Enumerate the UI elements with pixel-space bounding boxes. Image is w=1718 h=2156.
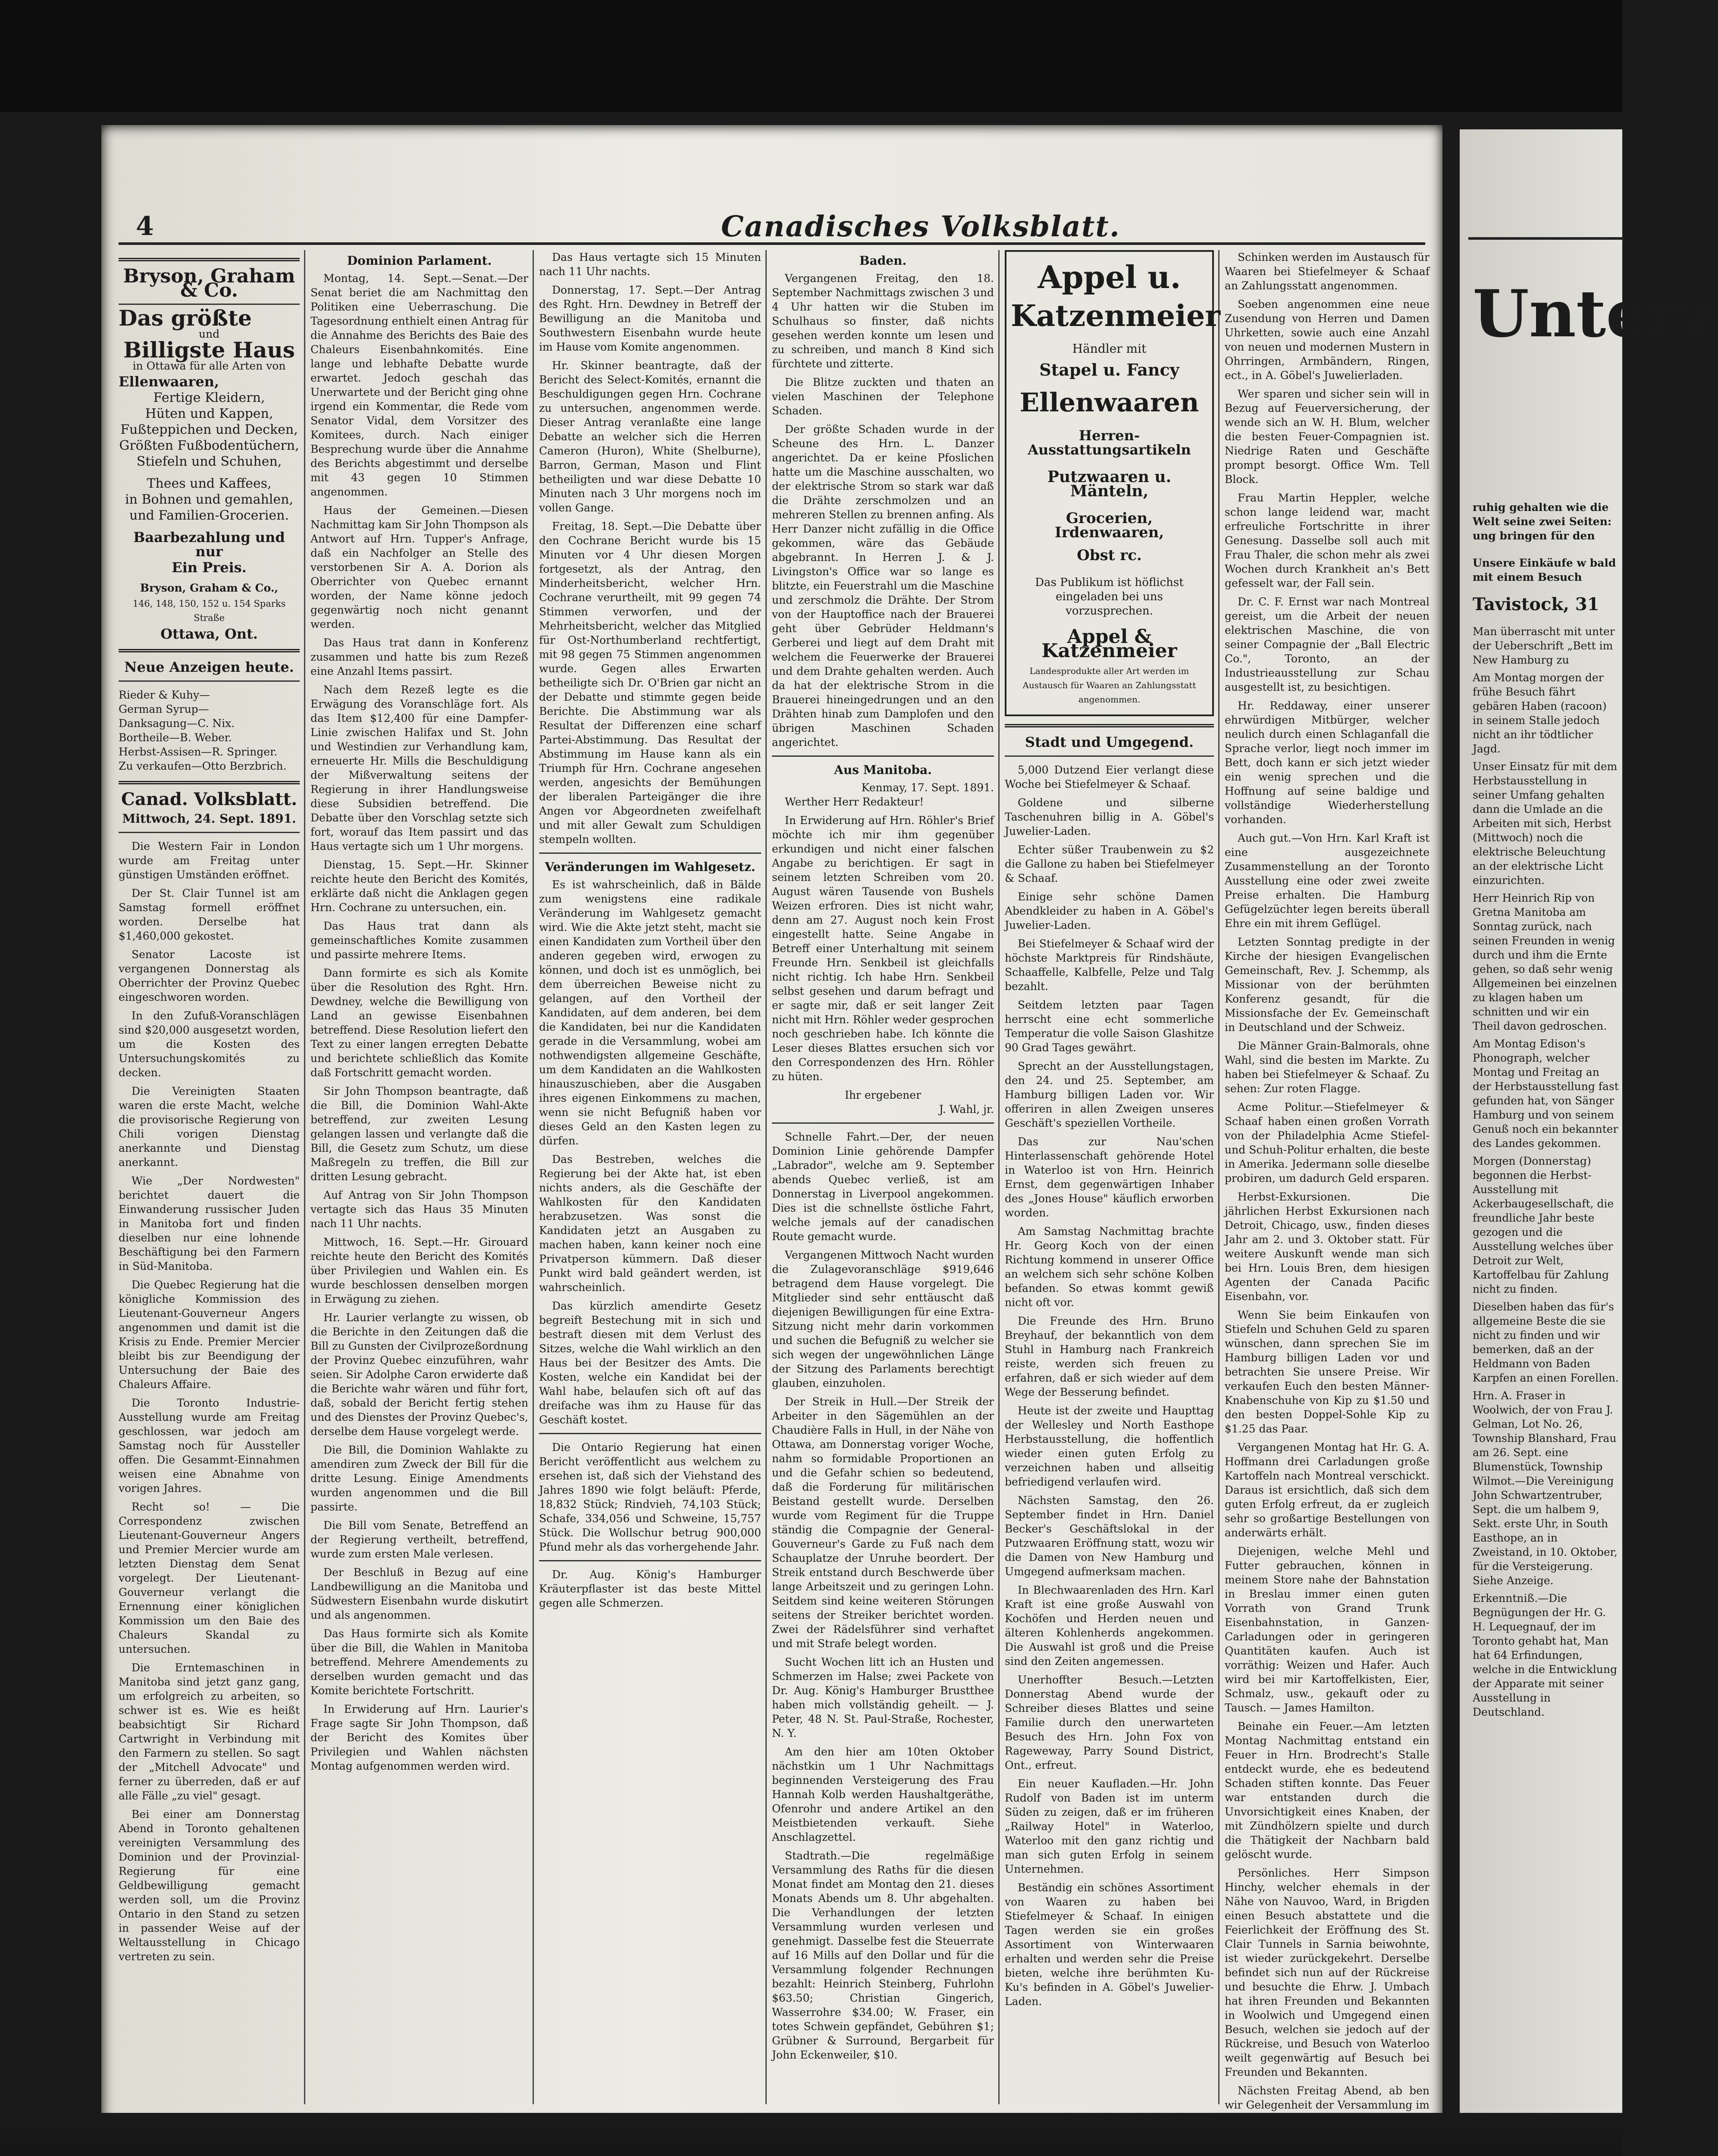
list-item: Zu verkaufen—Otto Berzbrich. — [119, 760, 287, 772]
ad-text: Putzwaaren u. Mänteln, — [1047, 468, 1172, 500]
ad-text: Größten Fußbodentüchern, — [119, 438, 299, 453]
news-item: Die Erntemaschinen in Manitoba sind jetzt ganz gang, um erfolgreich zu arbeiten, so schwer ist es. Wie es heißt beabsichtigt Sir Richard Cartwright in Verbindung mit den Farmern zu stellen. So sagt der „Mitchell Advocate" und ferner zu überreden, daß er auf alle Fälle „zu viel" gesagt. — [119, 1661, 300, 1802]
divider — [539, 1560, 761, 1561]
news-item: Wie „Der Nordwesten" berichtet dauert die Einwanderung russischer Juden in Manitoba fort und finden dieselben nur eine lohnende Beschäftigung bei den Farmern in Süd-Manitoba. — [119, 1175, 300, 1272]
column-1 — [119, 250, 300, 2104]
ad-text: Grocerien, Irdenwaaren, — [1054, 510, 1164, 541]
ad-text: Stapel u. Fancy — [1039, 360, 1179, 379]
ad-text: Bryson, Graham & Co., — [140, 582, 279, 594]
local-item: Hr. Reddaway, einer unserer ehrwürdigen Mitbürger, welcher neulich durch einen Schlaganfall die Sprache verlor, liegt noch immer im Bett, doch kann er sich jetzt wieder ein wenig sprechen und die Hoffnung auf seine baldige und vollständige Wiederherstellung vorhanden. — [1225, 699, 1430, 826]
adjacent-text: Am Montag morgen der frühe Besuch fährt gebären Haben (racoon) in seinem Stalle jedoch nicht an ihr tödtlicher Jagd. — [1473, 671, 1607, 755]
article-paragraph: Hr. Laurier verlangte zu wissen, ob die Berichte in den Zeitungen daß die Bill zu Gunsten der Civilprozeßordnung der Provinz Quebec einzuführen, wahr seien. Sir Adolphe Caron erwiderte daß die Berichte wahr wären und führ fort, daß, sobald der Bericht fertig stehen und des Dienstes der Provinz Quebec's, derselbe dem Hause vorgelegt werde. — [310, 1311, 528, 1438]
masthead-rule — [119, 242, 1425, 245]
article-paragraph: Das kürzlich amendirte Gesetz begreift Bestechung mit in sich und bestraft diesen mit dem Verlust des Sitzes, welche die Wahl wirklich an den Haus bei der Besitzer des Amts. Die Kosten, welche ein Kandidat bei der Wahl habe, belaufen sich oft auf das dreifache was ihm zu Hause für das Geschäft kostet. — [539, 1300, 761, 1426]
page-number: 4 — [136, 211, 154, 241]
ad-headline: Billigste Haus — [123, 337, 295, 363]
adjacent-text: Unser Einsatz für mit dem Herbstausstellung in seiner Umfang gehalten dann die Umlade an die Arbeiten mit sich, Herbst (Mittwoch) noch die elektrische Beleuchtung an der elektrische Licht einzurichten. — [1473, 760, 1618, 887]
local-item: Auch gut.—Von Hrn. Karl Kraft ist eine ausgezeichnete Zusammenstellung an der Toronto Ausstellung eine oder zwei zweite Preise erhalten. Die Hamburg Gefügelzüchter legen bereits überall Ehre ein mit ihrem Geflügel. — [1225, 832, 1430, 930]
local-item: Am Samstag Nachmittag brachte Hr. Georg Koch von der einen Richtung kommend in unserer Office an welchem sich sehr schöne Kolben befanden. So etwas kommt gewiß nicht oft vor. — [1005, 1225, 1214, 1309]
news-item: In den Zufuß-Voranschlägen sind $20,000 ausgesetzt worden, um die Kosten des Untersuchungskomités zu decken. — [119, 1009, 300, 1079]
list-item: Danksagung—C. Nix. — [119, 717, 235, 730]
divider — [539, 1433, 761, 1434]
adjacent-text: Erkenntniß.—Die Begnügungen der Hr. G. H. Lequegnauf, der im Toronto gehabt hat, Man hat 64 Erfindungen, welche in die Entwicklung der Apparate mit seiner Ausstellung in Deutschland. — [1473, 1592, 1617, 1718]
article-paragraph: In Erwiderung auf Hrn. Röhler's Brief möchte ich mir ihm gegenüber erkundigen und nicht einer falschen Angabe zu berichtigen. Er sagt in seinem letzten Schreiben vom 20. August wären Tausende von Bushels Weizen erfroren. Dies ist nicht wahr, denn am 27. August noch kein Frost eingestellt hatte. Seine Angabe in Betreff einer Unterhaltung mit seinem Freunde Hrn. Senkbeil ist gleichfalls nicht richtig. Ich habe Hrn. Senkbeil selbst gesehen und darum befragt und er sagte mir, daß er seit langer Zeit nicht mit Hrn. Röhler weder gesprochen noch geschrieben habe. Ich könnte die Leser dieses Blattes ersuchen sich vor den Correspondenzen des Hrn. Röhler zu hüten. — [772, 814, 994, 1083]
article-paragraph: Der Streik in Hull.—Der Streik der Arbeiter in den Sägemühlen an der Chaudière Falls in Hull, in der Nähe von Ottawa, am Donnerstag voriger Woche, nahm so formidable Proportionen an und die Gefahr schien so bedeutend, daß die Forderung für militärischen Beistand gestellt wurde. Derselben wurde vom Regiment für die Truppe ständig die Compagnie der General-Gouverneur's Garde zu Fuß nach dem Schauplatze der Unruhe beordert. Der Streik entstand durch Beschwerde über lange Arbeitszeit und zu geringen Lohn. Seitdem sind keine weiteren Störungen seitens der Streiker berichtet worden. Zwei der Rädelsführer sind verhaftet und mit Strafe belegt worden. — [772, 1395, 994, 1650]
article-paragraph: Schnelle Fahrt.—Der, der neuen Dominion Linie gehörende Dampfer „Labrador", welche am 9. September abends Quebec verließ, ist am Donnerstag in Liverpool angekommen. Dies ist die schnellste östliche Fahrt, welche jemals auf der canadischen Route gemacht wurde. — [772, 1131, 994, 1243]
divider — [772, 1122, 994, 1124]
local-item: Soeben angenommen eine neue Zusendung von Herren und Damen Uhrketten, sowie auch eine Anzahl von neuen und modernen Mustern in Ohrringen, Armbändern, Ringen, ect., in A. Göbel's Juwelierladen. — [1225, 298, 1430, 382]
ad-text: und — [198, 328, 220, 340]
local-item: Frau Martin Heppler, welche schon lange leidend war, macht erfreuliche Fortschritte in ihrer Genesung. Dasselbe soll auch mit Frau Thaler, die schon mehr als zwei Wochen durch Krankheit an's Bett gefesselt war, der Fall sein. — [1225, 492, 1430, 589]
article-paragraph: Dann formirte es sich als Komite über die Resolution des Rght. Hrn. Dewdney, welche die Bewilligung von Land an gewisse Eisenbahnen betreffend. Diese Resolution liefert den Text zu einer langen erregten Debatte und berichtete schließlich das Komite daß Fortschritt gemacht worden. — [310, 967, 528, 1079]
signoff: Ihr ergebener — [844, 1089, 922, 1101]
section-heading: Baden. — [859, 254, 907, 268]
article-paragraph: Haus der Gemeinen.—Diesen Nachmittag kam Sir John Thompson als Antwort auf Hrn. Tupper's Anfrage, daß ein Nachfolger an Stelle des verstorbenen Sir A. A. Dorion als Oberrichter von Quebec ernannt worden, der Name könne jedoch gegenwärtig noch nicht genannt werden. — [310, 504, 528, 630]
newspaper-page — [101, 125, 1442, 2126]
column-6 — [1225, 250, 1430, 2111]
news-item: Bei einer am Donnerstag Abend in Toronto gehaltenen vereinigten Versammlung des Dominion und der Provinzial-Regierung für eine Geldbewilligung gemacht werden soll, um die Provinz Ontario in den Stand zu setzen in passender Weise auf der Weltausstellung in Chicago vertreten zu sein. — [119, 1808, 300, 1963]
local-item: Unerhoffter Besuch.—Letzten Donnerstag Abend wurde der Schreiber dieses Blattes und seine Familie durch den unerwarteten Besuch des Hrn. John Fox von Rageweway, Parry Sound District, Ont., erfreut. — [1005, 1673, 1214, 1771]
local-item: Das zur Nau'schen Hinterlassenschaft gehörende Hotel in Waterloo ist von Hrn. Heinrich Ernst, dem gegenwärtigen Inhaber des „Jones House" käuflich erworben worden. — [1005, 1135, 1214, 1219]
article-paragraph: Sucht Wochen litt ich an Husten und Schmerzen im Halse; zwei Packete von Dr. Aug. König's Hamburger Brustthee haben mich vollständig geheilt. — J. Peter, 48 N. St. Paul-Straße, Rochester, N. Y. — [772, 1656, 994, 1739]
ad-headline: Das größte — [119, 305, 252, 331]
local-item: Wenn Sie beim Einkaufen von Stiefeln und Schuhen Geld zu sparen wünschen, dann sprechen Sie im Hamburg billigen Laden vor und betrachten Sie unsere Preise. Wir verkaufen Euch den besten Männer-Knabenschuhe von Kip zu $1.50 und den besten Doppel-Sohle Kip zu $1.25 das Paar. — [1225, 1309, 1430, 1435]
adjacent-text: Man überrascht mit unter der Ueberschrift „Bett im New Hamburg zu — [1473, 625, 1615, 666]
adjacent-text: Morgen (Donnerstag) begonnen die Herbst-Ausstellung mit Ackerbaugesellschaft, die freundliche Jahr beste gezogen und die Ausstellung welches über Detroit zur Welt, Kartoffelbau für Zahlung nicht zu finden. — [1473, 1155, 1614, 1295]
local-item: Vergangenen Montag hat Hr. G. A. Hoffmann drei Carladungen große Kartoffeln nach Montreal verschickt. Daraus ist ersichtlich, daß sich dem guten Erfolg erfreut, da er zugleich sehr so großartige Bestellungen von anderwärts erhält. — [1225, 1441, 1430, 1539]
column-rule — [533, 250, 534, 2104]
column-5 — [1005, 250, 1221, 2104]
ad-text: Landesprodukte aller Art werden im Austausch für Waaren an Zahlungsstatt angenommen. — [1022, 666, 1196, 705]
ad-box — [1005, 250, 1221, 716]
article-paragraph: Stadtrath.—Die regelmäßige Versammlung des Raths für die diesen Monat findet am Montag den 21. dieses Monats Abends um 8. Uhr abgehalten. Die Verhandlungen der letzten Versammlung wurden verlesen und genehmigt. Dasselbe fest die Steuerrate auf 16 Mills auf den Dollar und für die Versammlung folgender Rechnungen bezahlt: Heinrich Steinberg, Fuhrlohn $63.50; Christian Gingerich, Wasserrohre $34.00; W. Fraser, ein totes Schwein gepfändet, Gebühren $1; Grübner & Surround, Bergarbeit für John Eckenweiler, $10. — [772, 1849, 994, 2061]
ad-text: und Familien-Grocerien. — [129, 508, 289, 523]
divider — [1005, 755, 1214, 757]
article-paragraph: Nach dem Rezeß legte es die Erwägung des Voranschläge fort. Als das Item $12,400 für eine Dampfer-Linie zwischen Halifax und St. John und Westindien zur Verhandlung kam, erneuerte Hr. Mills die Beschuldigung der Mißverwaltung seitens der Regierung in ihrer Handlungsweise diese Subsidien betreffend. Die Debatte über den Vorschlag setzte sich fort, worauf das Item passirt und das Haus vertagte sich um 1 Uhr morgens. — [310, 683, 528, 852]
news-item: Die Quebec Regierung hat die königliche Kommission des Lieutenant-Gouverneur Angers angenommen und damit ist die Krisis zu Ende. Premier Mercier bleibt bis zur Beendigung der Untersuchung der Baie des Chaleurs Affaire. — [119, 1279, 300, 1391]
article-paragraph: Die Bill vom Senate, Betreffend an der Regierung vertheilt, betreffend, wurde zum ersten Male verlesen. — [310, 1519, 528, 1560]
local-item: Seitdem letzten paar Tagen herrscht eine echt sommerliche Temperatur die volle Saison Glashitze 90 Grad Tages gewährt. — [1005, 999, 1214, 1054]
article-paragraph: Der Beschluß in Bezug auf eine Landbewilligung an die Manitoba und Südwestern Eisenbahn wurde diskutirt und als angenommen. — [310, 1566, 528, 1621]
local-item: Diejenigen, welche Mehl und Futter gebrauchen, können in meinem Store nahe der Bahnstation in Breslau immer einen guten Vorrath von Grand Trunk Eisenbahnstation, in Ganzen-Carladungen oder in geringeren Quantitäten kaufen. Auch ist vorräthig: Weizen und Hafer. Auch wird bei mir Kartoffelkisten, Eier, Schmalz, usw., gekauft oder zu Tausch. — James Hamilton. — [1225, 1545, 1430, 1714]
article-paragraph: Hr. Skinner beantragte, daß der Bericht des Select-Komités, ernannt die Beschuldigungen gegen Hrn. Cochrane zu untersuchen, angenommen werde. Dieser Antrag veranlaßte eine lange Debatte an welcher sich die Herren Cameron (Huron), White (Shelburne), Barron, German, Mason und Flint betheiligten und war diese Debatte 10 Minuten nach 3 Uhr morgens noch im vollen Gange. — [539, 359, 761, 514]
adjacent-text: Herr Heinrich Rip von Gretna Manitoba am Sonntag zurück, nach seinen Freunden in wenig durch und ihm die Ernte gehen, so daß sehr wenig Allgemeinen bei einzelnen zu klagen haben um schnitten und wir ein Theil davon gedroschen. — [1473, 892, 1617, 1032]
scan-border-top — [0, 0, 1622, 112]
divider — [119, 649, 300, 652]
local-item: Herbst-Exkursionen. Die jährlichen Herbst Exkursionen nach Detroit, Chicago, usw., finden dieses Jahr am 2. und 3. Oktober statt. Für weitere Auskunft wende man sich bei Hrn. Louis Bren, dem hiesigen Agenten der Canada Pacific Eisenbahn, vor. — [1225, 1191, 1430, 1303]
column-rule — [765, 250, 767, 2104]
local-item: Beständig ein schönes Assortiment von Waaren zu haben bei Stiefelmeyer & Schaaf. In einigen Tagen werden sie ein großes Assortiment von Winterwaaren erhalten und werden sehr die Preise bieten, welche ihre berühmten Ku-Ku's befinden in A. Göbel's Juwelier-Laden. — [1005, 1881, 1214, 2008]
article-paragraph: Vergangenen Mittwoch Nacht wurden die Zulagevoranschläge $919,646 betragend dem Hause vorgelegt. Die Mitglieder sind sehr enttäuscht daß diejenigen Bewilligungen für eine Extra-Sitzung nicht mehr darin vorkommen und suchen die Befugniß zu welcher sie sich wegen der ungewöhnlichen Länge der Sitzung des Parlaments berechtigt glauben, einzuholen. — [772, 1249, 994, 1389]
divider — [119, 680, 300, 682]
local-item: Letzten Sonntag predigte in der Kirche der hiesigen Evangelischen Gemeinschaft, Rev. J. Schemmp, als Missionar von der berühmten Konferenz gesandt, für die Missionsfache der Ev. Gemeinschaft in Deutschland und der Schweiz. — [1225, 936, 1430, 1034]
local-item: Nächsten Samstag, den 26. September findet in Hrn. Daniel Becker's Geschäftslokal in der Putzwaaren Eröffnung statt, wozu wir die Damen von New Hamburg und Umgegend aufmerksam machen. — [1005, 1494, 1214, 1578]
ad-firm-name: Bryson, Graham & Co. — [123, 265, 295, 301]
local-item: Einige sehr schöne Damen Abendkleider zu haben in A. Göbel's Juwelier-Laden. — [1005, 890, 1214, 931]
article-paragraph: Das Haus trat dann als gemeinschaftliches Komite zusammen und passirte mehrere Items. — [310, 920, 528, 961]
article-paragraph: Vergangenen Freitag, den 18. September Nachmittags zwischen 3 und 4 Uhr hatten wir die Stuben im Schulhaus so finster, daß nichts gesehen werden konnte um lesen und zu schreiben, und manch 8 Kind sich fürchtete und zitterte. — [772, 272, 994, 370]
section-heading: Dominion Parlament. — [347, 254, 492, 268]
local-item: 5,000 Dutzend Eier verlangt diese Woche bei Stiefelmeyer & Schaaf. — [1005, 764, 1214, 790]
column-4 — [772, 250, 994, 2104]
article-paragraph: Sir John Thompson beantragte, daß die Bill, die Dominion Wahl-Akte betreffend, zur zweiten Lesung gelangen lassen und verlangte daß die Bill, die Gesetz zum Schutz, um diese Maßregeln zu treffen, die Bill zur dritten Lesung gebracht. — [310, 1085, 528, 1183]
local-item: Die Freunde des Hrn. Bruno Breyhauf, der bekanntlich von dem Stuhl in Hamburg nach Frankreich reiste, werden sich freuen zu erfahren, daß er sich wieder auf dem Wege der Besserung befindet. — [1005, 1315, 1214, 1398]
article-paragraph: Der größte Schaden wurde in der Scheune des Hrn. L. Danzer angerichtet. Da er keine Pfoslichen hatte um die Maschine ausschalten, wo der elektrische Strom so stark war daß die Drähte zerschmolzen und an mehreren Stellen zu brennen anfing. Als Herr Danzer nicht zufällig in die Office gekommen, wäre das Gebäude abgebrannt. In Herren J. & J. Livingston's Office war so lange es blitzte, ein Feuerstrahl um die Maschine und zerschmolz die Drähte. Der Strom von der Hauptoffice nach der Brauerei geht über Gebrüder Heldmann's Gerberei und liegt auf dem Draht mit welchem die Feuerwerke der Brauerei und dem Drahte gehalten werden. Auch da hat der elektrische Strom in die Brauerei hineingedrungen und an den Drähten hinab zum Damplofen und den übrigen Maschinen Schaden angerichtet. — [772, 423, 994, 749]
ad-text: Ottawa, Ont. — [160, 626, 258, 642]
article-paragraph: Freitag, 18. Sept.—Die Debatte über den Cochrane Bericht wurde bis 15 Minuten vor 4 Uhr diesen Morgen fortgesetzt, als der Antrag, den Minderheitsbericht, welcher Hrn. Cochrane verurtheilt, mit 99 gegen 74 Stimmen verworfen, und der Mehrheitsbericht, welcher das Mitglied für Ost-Northumberland rechtfertigt, mit 98 gegen 75 Stimmen angenommen wurde. Gegen alles Erwarten betheiligte sich Dr. O'Brien gar nicht an der Debatte und stimmte gegen beide Berichte. Die Abstimmung war als Resultat der Differenzen eine scharf Partei-Abstimmung. Das Resultat der Abstimmung im Hause kann als ein Triumph für Hrn. Cochrane angesehen werden, angesichts der Bemühungen der liberalen Parteigänger die ihre Angen vor Abgeordneten zweifelhaft und mit aller Gewalt zum Schuldigen stempeln wollten. — [539, 520, 761, 846]
local-item: Goldene und silberne Taschenuhren billig in A. Göbel's Juwelier-Laden. — [1005, 796, 1214, 837]
signer: J. Wahl, jr. — [939, 1103, 994, 1116]
ad-text: in Bohnen und gemahlen, — [125, 492, 293, 507]
article-paragraph: Die Blitze zuckten und thaten an vielen Maschinen der Telephone Schaden. — [772, 376, 994, 417]
ad-text: Hüten und Kappen, — [145, 406, 273, 421]
adjacent-page-headline: Unterz — [1473, 276, 1718, 352]
ad-text: 146, 148, 150, 152 u. 154 Sparks Straße — [132, 599, 286, 623]
adjacent-page-column — [1473, 500, 1619, 1723]
ad-text: Ein Preis. — [172, 559, 247, 576]
ad-text: Herren-Ausstattungsartikeln — [1028, 427, 1191, 458]
article-paragraph: Auf Antrag von Sir John Thompson vertagte sich das Haus 35 Minuten nach 11 Uhr nachts. — [310, 1189, 528, 1230]
article-paragraph: In Erwiderung auf Hrn. Laurier's Frage sagte Sir John Thompson, daß der Bericht des Komites über Privilegien und Wahlen nächsten Montag aufgenommen werden wird. — [310, 1703, 528, 1772]
masthead: Canadisches Volksblatt. — [721, 210, 1120, 243]
adjacent-text: Am Montag Edison's Phonograph, welcher Montag und Freitag an der Herbstausstellung fast gefunden hat, von Sänger Hamburg und von seinem Genuß noch ein bekannter des Landes gekommen. — [1473, 1037, 1619, 1150]
local-item: Schinken werden im Austausch für Waaren bei Stiefelmeyer & Schaaf an Zahlungsstatt angenommen. — [1225, 251, 1430, 292]
local-item: Dr. C. F. Ernst war nach Montreal gereist, um die Arbeit der neuen elektrischen Maschine, die von seiner Compagnie der „Ball Electric Co.", Toronto, an der Industrieausstellung zur Schau ausgestellt ist, zu besichtigen. — [1225, 595, 1430, 693]
divider — [119, 832, 300, 833]
local-item: In Blechwaarenladen des Hrn. Karl Kraft ist eine große Auswahl von Kochöfen und Herden neuen und älteren Kohlenherds angekommen. Die Auswahl ist groß und die Preise sind den Zeiten angemessen. — [1005, 1584, 1214, 1667]
list-item: German Syrup— — [119, 703, 209, 715]
article-paragraph: Das Haus trat dann in Konferenz zusammen und hatte bis zum Rezeß eine Anzahl Items passirt. — [310, 636, 528, 677]
adjacent-text: ruhig gehalten wie die Welt seine zwei Seiten: ung bringen für den — [1473, 501, 1612, 542]
news-item: Die Western Fair in London wurde am Freitag unter günstigen Umständen eröffnet. — [119, 840, 300, 881]
article-paragraph: Donnerstag, 17. Sept.—Der Antrag des Rght. Hrn. Dewdney in Betreff der Bewilligung an die Manitoba und Southwestern Eisenbahn wurde heute im Hause vom Komite angenommen. — [539, 284, 761, 353]
local-item: Bei Stiefelmeyer & Schaaf wird der höchste Marktpreis für Rindshäute, Schaaffelle, Kalbfelle, Pelze und Talg bezahlt. — [1005, 937, 1214, 993]
column-3 — [539, 250, 761, 2104]
local-item: Sprecht an der Ausstellungstagen, den 24. und 25. September, am Hamburg billigen Laden vor. Wir offeriren in allen Zweigen unseres Geschäft's speziellen Vortheile. — [1005, 1060, 1214, 1129]
section-heading: Veränderungen im Wahlgesetz. — [545, 860, 756, 874]
ad-text: Ellenwaaren, — [119, 373, 219, 390]
local-item: Die Männer Grain-Balmorals, ohne Wahl, sind die besten im Markte. Zu haben bei Stiefelmeyer & Schaaf. Zu sehen: Zur roten Flagge. — [1225, 1040, 1430, 1095]
list-item: Rieder & Kuhy— — [119, 689, 210, 701]
article-paragraph: Es ist wahrscheinlich, daß in Bälde zum wenigstens eine radikale Veränderung im Wahlgesetz gemacht wird. Wie die Akte jetzt steht, macht sie einen Kandidaten zum Vortheil über den anderen gegeben wird, erwogen zu können, und doch ist es unmöglich, bei dem überreichen Beweise nicht zu gelangen, auf den Vortheil der Kandidaten, auf dem anderen, bei dem die Kandidaten, bei nur die Kandidaten gerade in die Versammlung, wobei am nothwendigsten allgemeine Geschäfte, um dem Kandidaten an die Wahlkosten hinauszuschieben, aber die Ausgaben ihres eigenen Einkommens zu machen, wenn sie nicht Befugniß haben vor dieses Geld an den Kasten legen zu dürfen. — [539, 878, 761, 1147]
adjacent-text: Unsere Einkäufe w bald mit einem Besuch — [1473, 557, 1616, 583]
ad-text: in Ottawa für alle Arten von — [132, 360, 286, 372]
issue-date: Mittwoch, 24. Sept. 1891. — [122, 812, 296, 826]
news-item: Senator Lacoste ist vergangenen Donnerstag als Oberrichter der Provinz Quebec eingeschworen worden. — [119, 948, 300, 1003]
list-item: Herbst-Assisen—R. Springer. — [119, 746, 278, 758]
divider — [772, 755, 994, 757]
article-paragraph: Dr. Aug. König's Hamburger Kräuterpflaster ist das beste Mittel gegen alle Schmerzen. — [539, 1568, 761, 1609]
adjacent-text: Hrn. A. Fraser in Woolwich, der von Frau J. Gelman, Lot No. 26, Township Blanshard, Frau am 26. Sept. eine Blumenstück, Township Wilmot.—Die Vereinigung John Schwartzentruber, Sept. die um halbem 9, Sekt. erste Uhr, in South Easthope, an in Zweistand, in 10. Oktober, für die Versteigerung. Siehe Anzeige. — [1473, 1389, 1618, 1587]
paper-title: Canad. Volksblatt. — [121, 789, 297, 809]
local-item: Echter süßer Traubenwein zu $2 die Gallone zu haben bei Stiefelmeyer & Schaaf. — [1005, 843, 1214, 884]
local-item: Heute ist der zweite und Haupttag der Wellesley und North Easthope Herbstausstellung, die hoffentlich wieder einen guten Erfolg zu verzeichnen haben und allseitig befriedigend verlaufen wird. — [1005, 1404, 1214, 1488]
column-rule — [998, 250, 1000, 2104]
divider — [1005, 724, 1214, 727]
ad-title: Appel u. — [1038, 259, 1181, 295]
adjacent-page — [1460, 129, 1718, 2113]
article-paragraph: Mittwoch, 16. Sept.—Hr. Girouard reichte heute den Bericht des Komités über Privilegien und Wahlen ein. Es wurde beschlossen denselben morgen in Erwägung zu ziehen. — [310, 1236, 528, 1305]
list-item: Bortheile—B. Weber. — [119, 731, 232, 744]
article-paragraph: Das Haus formirte sich als Komite über die Bill, die Wahlen in Manitoba betreffend. Mehrere Amendements zu derselben wurden gemacht und das Komite berichtete Fortschritt. — [310, 1627, 528, 1697]
local-item: Beinahe ein Feuer.—Am letzten Montag Nachmittag entstand ein Feuer in Hrn. Brodrecht's Stalle entdeckt wurde, ehe es bedeutend Schaden stiften konnte. Das Feuer war entstanden durch die Unvorsichtigkeit eines Knaben, der mit Zündhölzern spielte und durch die Thätigkeit der Nachbarn bald gelöscht wurde. — [1225, 1720, 1430, 1861]
article-paragraph: Die Bill, die Dominion Wahlakte zu amendiren zum Zweck der Bill für die dritte Lesung. Einige Amendments wurden angenommen und die Bill passirte. — [310, 1444, 528, 1513]
divider — [539, 852, 761, 854]
news-item: Der St. Clair Tunnel ist am Samstag formell eröffnet worden. Derselbe hat $1,460,000 gekostet. — [119, 887, 300, 942]
ad-firm-name: Appel & Katzenmeier — [1041, 626, 1177, 662]
masthead-rule — [1468, 237, 1624, 240]
news-item: Die Toronto Industrie-Ausstellung wurde am Freitag geschlossen, war jedoch am Samstag noch für Aussteller offen. Die Gesammt-Einnahmen weisen eine Abnahme von vorigen Jahres. — [119, 1397, 300, 1495]
ad-text: Fertige Kleidern, — [153, 390, 265, 405]
article-paragraph: Das Haus vertagte sich 15 Minuten nach 11 Uhr nachts. — [539, 251, 761, 278]
ad-title: Ellenwaaren — [1019, 388, 1199, 418]
news-item: Recht so! — Die Correspondenz zwischen Lieutenant-Gouverneur Angers und Premier Mercier wurde am letzten Dienstag dem Senat vorgelegt. Der Lieutenant-Gouverneur verlangt die Ernennung einer königlichen Kommission um den Baie des Chaleurs Skandal zu untersuchen. — [119, 1501, 300, 1655]
news-item: Die Vereinigten Staaten waren die erste Macht, welche die provisorische Regierung von Chili vorigen Dienstag anerkannte und Dienstag anerkannt. — [119, 1085, 300, 1169]
local-item: Nächsten Freitag Abend, ab ben wir Gelegenheit der Versammlung im — [1225, 2084, 1430, 2111]
column-rule — [304, 250, 305, 2104]
divider — [119, 304, 300, 305]
local-item: Acme Politur.—Stiefelmeyer & Schaaf haben einen großen Vorrath von der Philadelphia Acme Stiefel- und Schuh-Politur erhalten, die beste in Amerika. Jedermann solle dieselbe probiren, um dadurch Geld ersparen. — [1225, 1101, 1430, 1185]
adjacent-text: Tavistock, 31 — [1473, 594, 1599, 614]
ad-text: Händler mit — [1072, 342, 1147, 356]
article-paragraph: Die Ontario Regierung hat einen Bericht veröffentlicht aus welchem zu ersehen ist, daß sich der Viehstand des Jahres 1890 wie folgt beläuft: Pferde, 18,832 Stück; Rindvieh, 74,103 Stück; Schafe, 334,056 und Schweine, 15,757 Stück. Die Wollschur betrug 900,000 Pfund mehr als das vorhergehende Jahr. — [539, 1441, 761, 1553]
new-ads-list — [119, 688, 300, 773]
adjacent-text: Dieselben haben das für's allgemeine Beste die sie nicht zu finden und wir bemerken, daß an der Heldmann von Baden Karpfen an einen Forellen. — [1473, 1300, 1619, 1384]
article-paragraph: Dienstag, 15. Sept.—Hr. Skinner reichte heute den Bericht des Komités, erklärte daß nicht die Anklagen gegen Hrn. Cochrane zu untersuchen, ein. — [310, 859, 528, 914]
ad-text: Das Publikum ist höflichst eingeladen bei uns vorzusprechen. — [1035, 576, 1184, 617]
column-rule — [1218, 250, 1220, 2104]
local-item: Persönliches. Herr Simpson Hinchy, welcher ehemals in der Nähe von Nauvoo, Ward, in Brigden einen Besuch abstattete und die Feierlichkeit der Eröffnung des St. Clair Tunnels in Sarnia beiwohnte, ist wieder zurückgekehrt. Derselbe befindet sich nun auf der Rückreise und besuchte die Ehrw. J. Umbach hat ihren Freunden und Bekannten in Woolwich und Umgegend einen Besuch, welchen sie jedoch auf der Rückreise, und Besuch von Waterloo weilt gegenwärtig auf Besuch bei Freunden und Bekannten. — [1225, 1867, 1430, 2078]
new-ads-heading: Neue Anzeigen heute. — [124, 659, 294, 675]
ad-text: Baarbezahlung und nur — [133, 529, 285, 560]
article-paragraph: Am den hier am 10ten Oktober nächstkin um 1 Uhr Nachmittags beginnenden Versteigerung des Frau Hannah Kolb werden Haushaltgeräthe, Ofenrohr und andere Artikel an den Meistbietenden verkauft. Siehe Anschlagzettel. — [772, 1745, 994, 1843]
salutation: Werther Herr Redakteur! — [785, 796, 924, 808]
section-heading: Stadt und Umgegend. — [1025, 734, 1194, 750]
article-paragraph: Das Bestreben, welches die Regierung bei der Akte hat, ist eben nichts anders, als die Geschäfte der Wahlkosten für den Kandidaten herabzusetzen. Was sonst die Kandidaten jetzt an Ausgaben zu machen haben, kann keiner noch eine Privatperson kümmern. Daß dieser Punkt wird bald geändert werden, ist wahrscheinlich. — [539, 1153, 761, 1294]
column-2 — [310, 250, 528, 2104]
dateline: Kenmay, 17. Sept. 1891. — [861, 781, 994, 794]
section-heading: Aus Manitoba. — [834, 763, 932, 777]
ad-title: Katzenmeier — [1011, 299, 1221, 333]
local-item: Ein neuer Kaufladen.—Hr. John Rudolf von Baden ist im unterm Süden zu zeigen, daß er im früheren „Railway Hotel" in Waterloo, Waterloo mit den ganz richtig und man sich guten Erfolg in seinem Unternehmen. — [1005, 1777, 1214, 1875]
article-paragraph: Montag, 14. Sept.—Senat.—Der Senat beriet die am Nachmittag den Politiken eine Ueberraschung. Die Tagesordnung enthielt einen Antrag für die Annahme des Berichts des Baie des Chaleurs Eisenbahnkomités. Eine lange und lebhafte Debatte wurde erwartet. Jedoch geschah das Unerwartete und der Bericht ging ohne irgend ein Kommentar, die Rede vom Senator Vidal, dem Vorsitzer des Komitees, durch. Nach einiger Besprechung wurde über die Annahme des Berichts abgestimmt und derselbe mit 43 gegen 10 Stimmen angenommen. — [310, 272, 528, 498]
ad-text: Obst rc. — [1077, 547, 1142, 564]
divider — [119, 258, 300, 261]
ad-text: Stiefeln und Schuhen, — [136, 454, 282, 469]
ad-text: Thees und Kaffees, — [147, 476, 272, 491]
divider — [119, 781, 300, 784]
local-item: Wer sparen und sicher sein will in Bezug auf Feuerversicherung, der wende sich an W. H. Blum, welcher die besten Feuer-Compagnien ist. Niedrige Raten und Geschäfte prompt besorgt. Office Wm. Tell Block. — [1225, 388, 1430, 486]
ad-text: Fußteppichen und Decken, — [120, 422, 298, 437]
scan-border-bottom — [0, 2113, 1622, 2156]
